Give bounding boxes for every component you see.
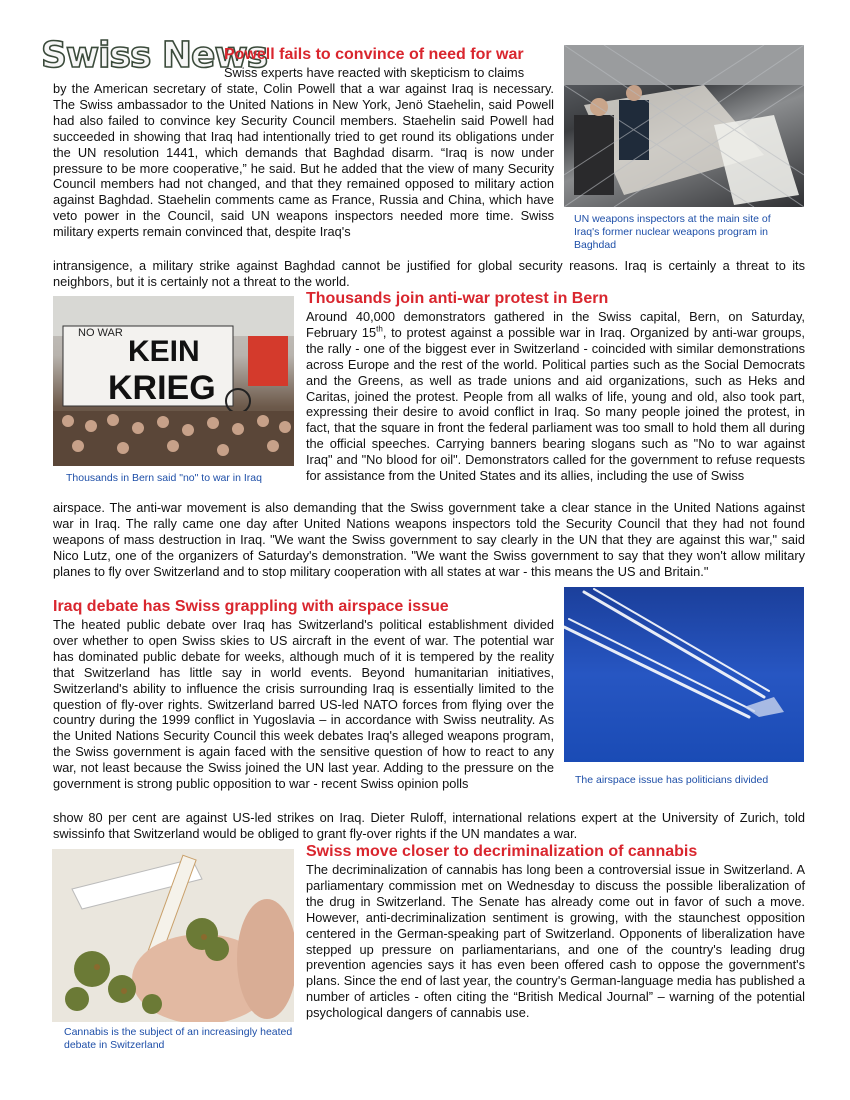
powell-article-top xyxy=(224,46,554,81)
airspace-article-tail xyxy=(53,810,805,842)
powell-headline: Powell fails to convince of need for war xyxy=(224,46,524,63)
cannabis-photo xyxy=(52,849,294,1022)
bern-protest-photo xyxy=(53,296,294,466)
cannabis-article xyxy=(306,843,805,1021)
banner-kein-text: KEIN xyxy=(128,335,200,368)
powell-lead-line: Swiss experts have reacted with skepticism to claims xyxy=(224,65,525,80)
bern-body-tail: airspace. The anti-war movement is also demanding that the Swiss government take a clear stance in the United Nations against war in Iraq. The rally came one day after United Nations weapons inspectors told the Security Council that they had not found weapons of mass destruction in Iraq. "We want the Swiss government to say clearly in the UN that they are against this war," said Nico Lutz, one of the organizers of Saturday's demonstration. "We want the Swiss government to say that they won't allow military planes to fly over Switzerland and to stop military cooperation with all states at war - this means the US and Britain." xyxy=(53,500,805,579)
bern-headline: Thousands join anti-war protest in Bern xyxy=(306,290,609,307)
banner-krieg-text: KRIEG xyxy=(108,369,216,407)
cannabis-headline: Swiss move closer to decriminalization of cannabis xyxy=(306,843,698,860)
airspace-headline: Iraq debate has Swiss grappling with airspace issue xyxy=(53,598,449,615)
cannabis-body: The decriminalization of cannabis has long been a controversial issue in Switzerland. A parliamentary commission met on Wednesday to discuss the possible liberalization of the drug in Switzerland. The Senate has already come out in favor of such a move. However, anti-decriminalization sentiment is growing, with the staunchest opposition centered in the German-speaking part of Switzerland. Opponents of liberalization have stepped up pressure on parliamentarians, and one of the country's leading drug prevention agencies says it has even been offered cash to oppose the government's plans. Since the end of last year, the country's German-language media has published a number of articles - often citing the “British Medical Journal” – warning of the potential psychological dangers of cannabis use. xyxy=(306,862,805,1021)
weapons-inspectors-caption: UN weapons inspectors at the main site of Iraq's former nuclear weapons program in Baghdad xyxy=(574,213,771,251)
powell-article-body xyxy=(53,81,554,240)
bern-body-start: Around 40,000 demonstrators gathered in the Swiss capital, Bern, on Saturday, February 15 xyxy=(306,309,805,340)
powell-article-tail xyxy=(53,258,805,290)
contrails-sky-photo xyxy=(564,587,804,762)
powell-body-tail: intransigence, a military strike against Baghdad cannot be justified for global security reasons. Iraq is certainly a threat to its neighbors, but it is certainly not a threat to the world. xyxy=(53,258,805,289)
airspace-body: The heated public debate over Iraq has Switzerland's political establishment divided over whether to open Swiss skies to US aircraft in the event of war. The potential war has dominated public debate for weeks, although much of it is tempered by the reality that Switzerland has little say in world events. Beyond humanitarian initiatives, Switzerland's ability to influence the crisis surrounding Iraq is essentially limited to the question of fly-over rights. Switzerland barred US-led NATO forces from flying over the country during the 1999 conflict in Yugoslavia – in accordance with Swiss neutrality. As the United Nations Security Council this week debates Iraq's alleged weapons program, the Swiss government is again faced with the sensitive question of how to react to any war, not least because the Swiss joined the UN last year. Adding to the pressure on the government is strong public opposition to war - recent Swiss opinion polls xyxy=(53,617,554,792)
cannabis-caption: Cannabis is the subject of an increasingly heated debate in Switzerland xyxy=(64,1026,293,1051)
banner-no-war-text: NO WAR xyxy=(78,327,123,339)
weapons-inspectors-photo xyxy=(564,45,804,207)
airspace-body-tail: show 80 per cent are against US-led strikes on Iraq. Dieter Ruloff, international relations expert at the University of Zurich, told swissinfo that Switzerland would be obliged to grant fly-over rights if the UN mandates a war. xyxy=(53,810,805,841)
powell-body: by the American secretary of state, Colin Powell that a war against Iraq is necessary. The Swiss ambassador to the United Nations in New York, Jenö Staehelin, said Powell had also failed to convince key Security Council members. Staehelin said Powell had succeeded in showing that Iraq had intentionally tried to get round its obligations under the UN resolution 1441, which demands that Baghdad disarm. “Iraq is now under pressure to be more cooperative,” he said. But he added that the view of many Security Council members had not changed, and that they remained opposed to military action against Baghdad. Staehelin comments came as France, Russia and China, which have veto power in the Council, said UN weapons inspectors needed more time. Swiss military experts remain convinced that, despite Iraq's xyxy=(53,81,554,240)
bern-body xyxy=(306,309,805,484)
bern-article-top xyxy=(306,290,805,484)
bern-article-tail xyxy=(53,500,805,580)
airspace-caption: The airspace issue has politicians divided xyxy=(575,774,769,786)
airspace-article-top xyxy=(53,598,554,792)
bern-body-superscript: th xyxy=(376,324,383,334)
masthead-title: Swiss News xyxy=(41,35,268,76)
bern-body-rest: , to protest against a possible war in Iraq. Organized by anti-war groups, the rally - one of the biggest ever in Switzerland - coincided with similar demonstrations across Europe and the rest of the world. Political parties such as the Social Democrats and the Greens, as well as trade unions and aid organizations, such as Heks and Caritas, joined the protest. People from all walks of life, young and old, also took part, expressing their desire to avoid conflict in Iraq. So many people joined the protest, in fact, that the square in front the federal parliament was too small to hold them all during the official speeches. Carrying banners bearing slogans such as "No to war against Iraq" and "No blood for oil". Demonstrators called for the government to refuse requests for assistance from the United States and its allies, including the use of Swiss xyxy=(306,324,805,484)
bern-protest-caption: Thousands in Bern said "no" to war in Iraq xyxy=(66,472,262,484)
